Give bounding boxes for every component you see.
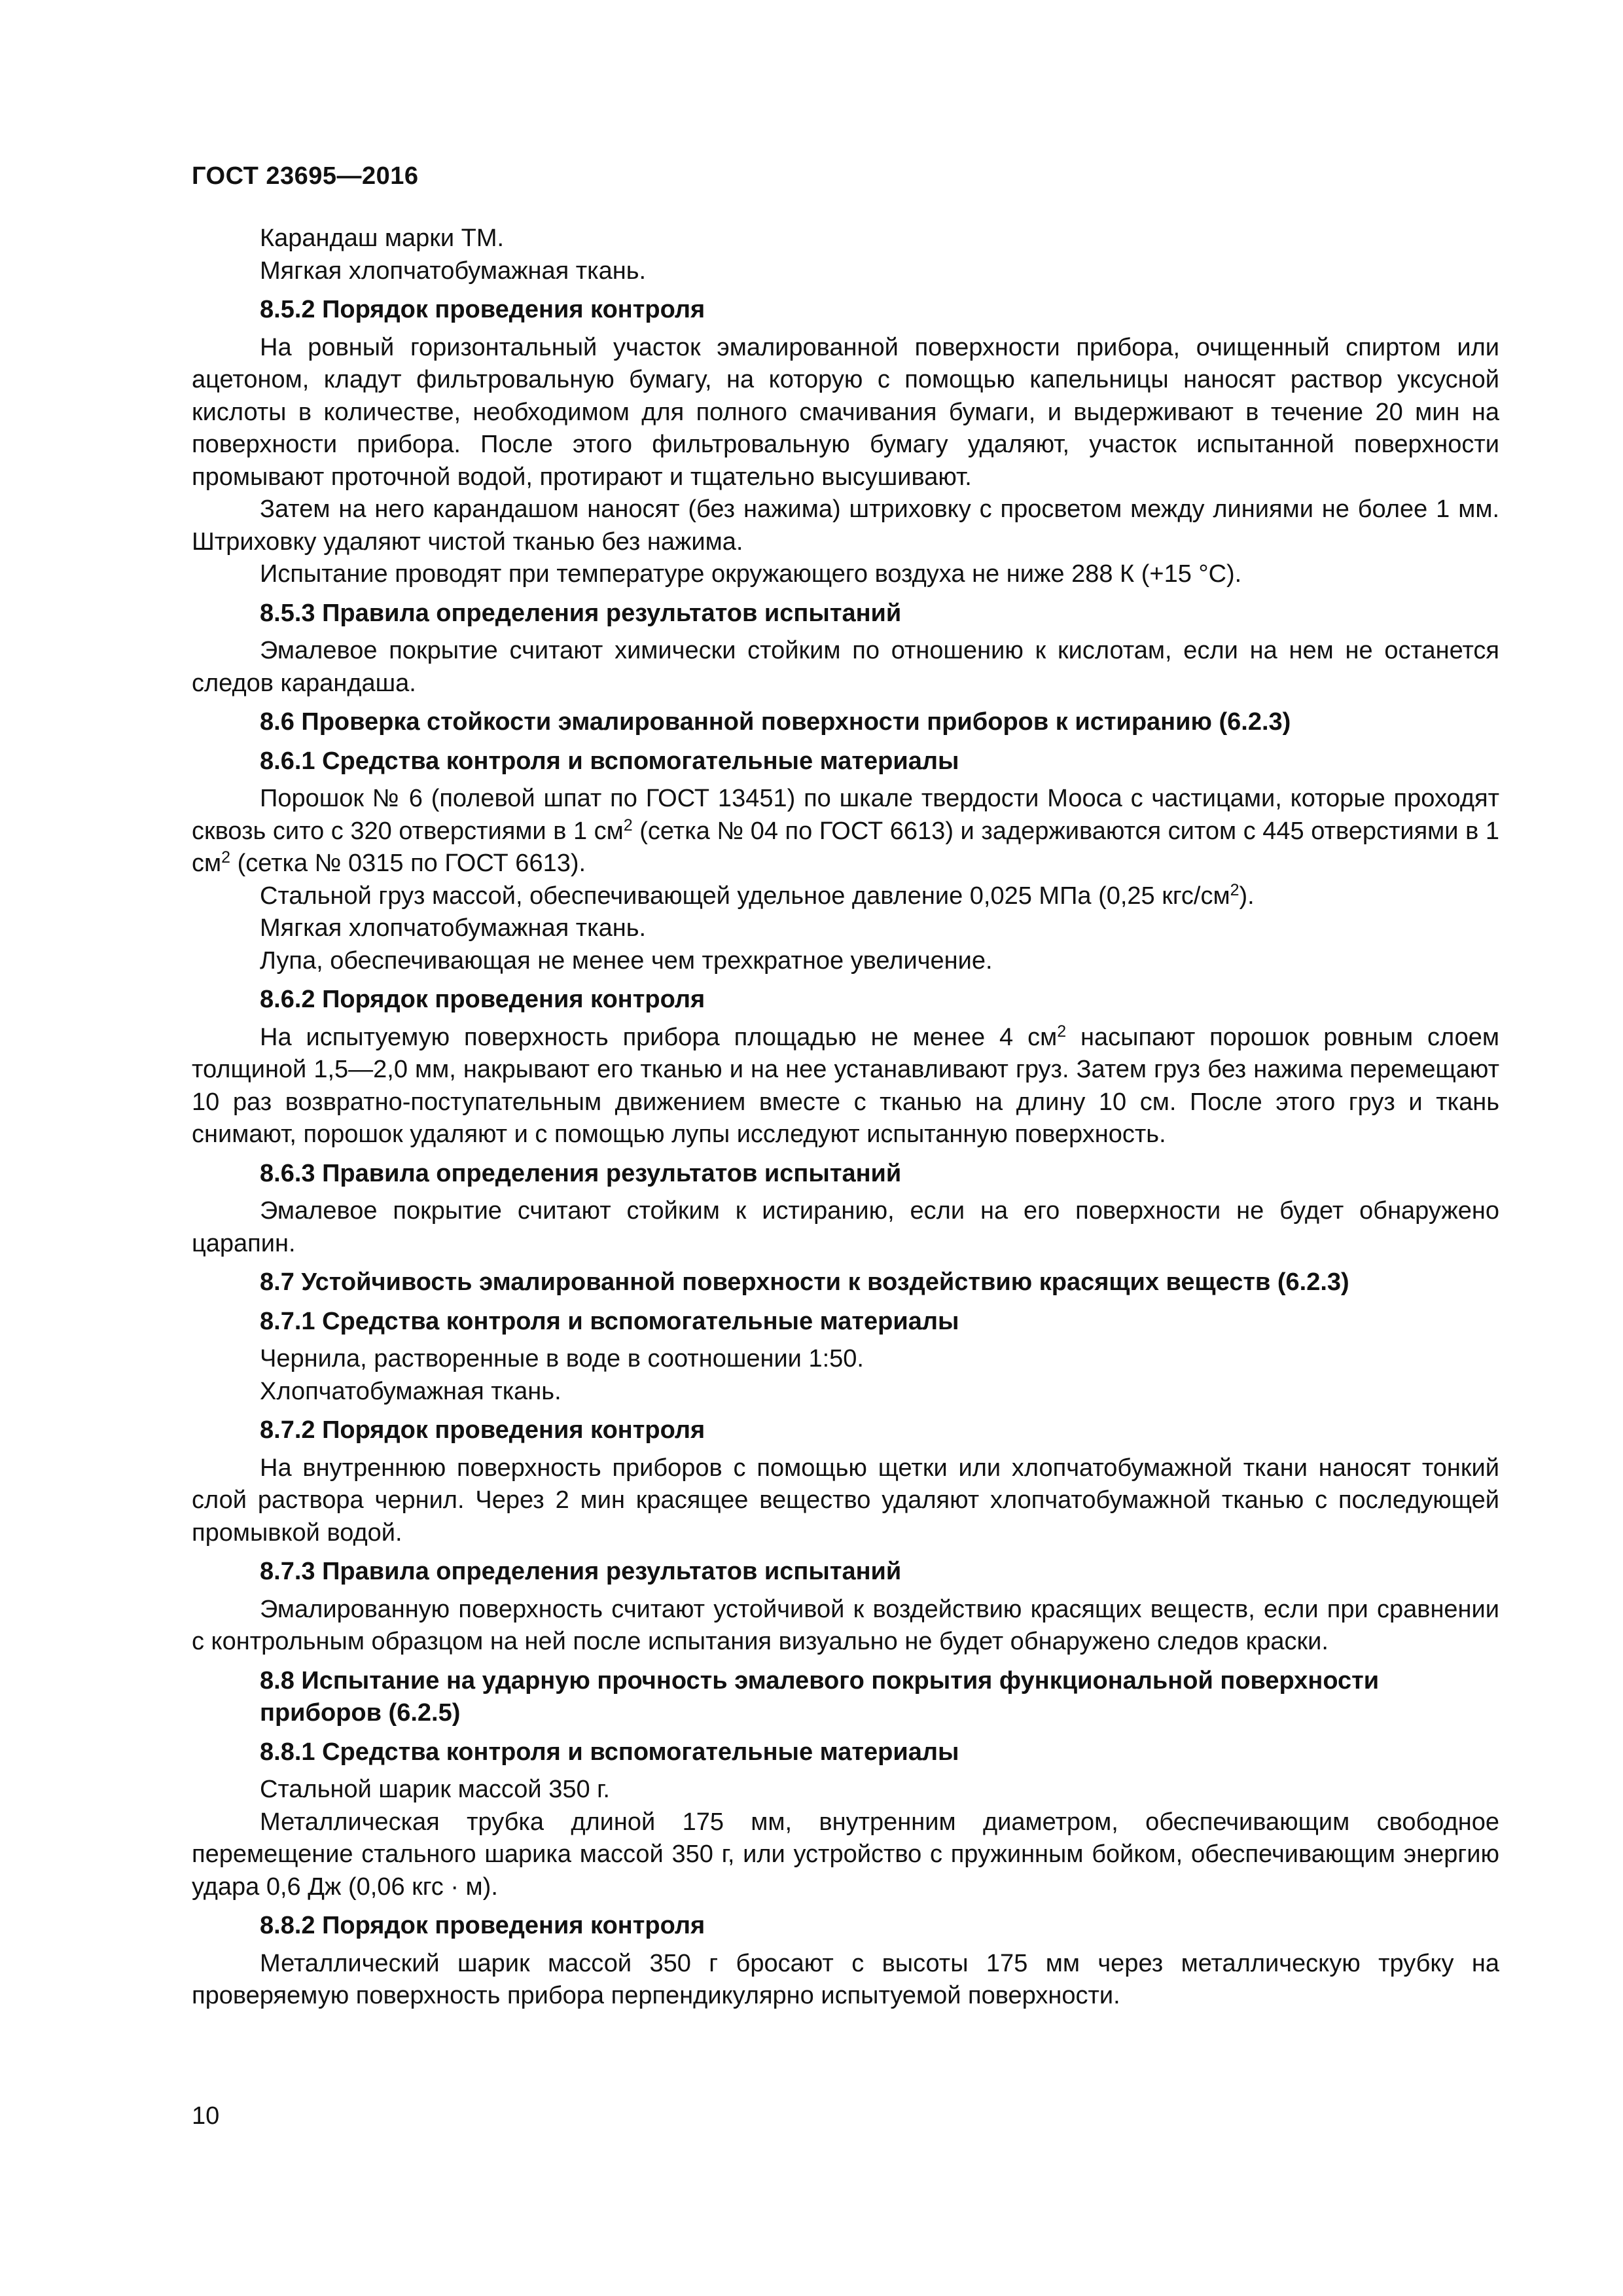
section-heading-8-7-1: 8.7.1 Средства контроля и вспомогательные материалы <box>260 1307 959 1335</box>
paragraph <box>192 783 1499 880</box>
section-heading-8-6-3: 8.6.3 Правила определения результатов испытаний <box>260 1159 902 1187</box>
paragraph: Мягкая хлопчатобумажная ткань. <box>260 914 647 942</box>
standard-code-header: ГОСТ 23695—2016 <box>192 162 419 190</box>
paragraph: На ровный горизонтальный участок эмалированной поверхности прибора, очищенный спиртом или ацетоном, кладут фильтровальную бумагу, на которую с помощью капельницы наносят раствор уксусной кислоты в количестве, необходимом для полного смачивания бумаги, и выдерживают в течение 20 мин на поверхности прибора. После этого фильтровальную бумагу удаляют, участок испытанной поверхности промывают проточной водой, протирают и тщательно высушивают. <box>192 333 1499 491</box>
paragraph <box>192 880 1499 913</box>
superscript: 2 <box>221 848 231 867</box>
paragraph <box>192 1022 1499 1151</box>
section-heading-8-7-2: 8.7.2 Порядок проведения контроля <box>260 1416 705 1444</box>
section-heading-8-6: 8.6 Проверка стойкости эмалированной поверхности приборов к истиранию (6.2.3) <box>260 708 1291 736</box>
paragraph: Эмалевое покрытие считают стойким к истиранию, если на его поверхности не будет обнаружено царапин. <box>192 1197 1499 1257</box>
document-body <box>192 223 1499 2013</box>
superscript: 2 <box>623 816 633 834</box>
section-heading-8-8-1: 8.8.1 Средства контроля и вспомогательные материалы <box>260 1738 959 1766</box>
paragraph: Металлический шарик массой 350 г бросают с высоты 175 мм через металлическую трубку на проверяемую поверхность прибора перпендикулярно испытуемой поверхности. <box>192 1949 1499 2009</box>
paragraph: Испытание проводят при температуре окружающего воздуха не ниже 288 К (+15 °С). <box>260 560 1242 588</box>
paragraph: На внутреннюю поверхность приборов с помощью щетки или хлопчатобумажной ткани наносят тонкий слой раствора чернил. Через 2 мин красящее вещество удаляют хлопчатобумажной тканью с последующей промывкой водой. <box>192 1454 1499 1547</box>
paragraph: Металлическая трубка длиной 175 мм, внутренним диаметром, обеспечивающим свободное перемещение стального шарика массой 350 г, или устройство с пружинным бойком, обеспечивающим энергию удара 0,6 Дж (0,06 кгс · м). <box>192 1808 1499 1901</box>
paragraph: Мягкая хлопчатобумажная ткань. <box>260 257 647 285</box>
section-heading-8-8: 8.8 Испытание на ударную прочность эмалевого покрытия функциональной поверхности приборов (6.2.5) <box>260 1666 1380 1727</box>
section-heading-8-6-1: 8.6.1 Средства контроля и вспомогательные материалы <box>260 747 959 775</box>
page-number: 10 <box>192 2102 220 2130</box>
section-heading-8-7: 8.7 Устойчивость эмалированной поверхности к воздействию красящих веществ (6.2.3) <box>260 1268 1349 1296</box>
text-run: Стальной груз массой, обеспечивающей удельное давление 0,025 МПа (0,25 кгс/см <box>260 882 1230 910</box>
paragraph: Хлопчатобумажная ткань. <box>260 1377 562 1405</box>
paragraph: Карандаш марки ТМ. <box>260 224 505 252</box>
superscript: 2 <box>1230 880 1240 899</box>
section-heading-8-5-3: 8.5.3 Правила определения результатов испытаний <box>260 599 902 627</box>
superscript: 2 <box>1057 1022 1067 1041</box>
text-run: ). <box>1239 882 1255 910</box>
paragraph: Стальной шарик массой 350 г. <box>260 1776 610 1803</box>
paragraph: Эмалевое покрытие считают химически стойким по отношению к кислотам, если на нем не останется следов карандаша. <box>192 637 1499 697</box>
paragraph: Чернила, растворенные в воде в соотношении 1:50. <box>260 1345 864 1372</box>
paragraph: Лупа, обеспечивающая не менее чем трехкратное увеличение. <box>260 946 993 975</box>
text-run: На испытуемую поверхность прибора площадью не менее 4 см <box>260 1023 1058 1051</box>
text-run: насыпают порошок ровным слоем толщиной 1,5—2,0 мм, накрывают его тканью и на нее устанавливают груз. Затем груз без нажима перемещают 10 раз возвратно-поступательным движением вместе с тканью на длину 10 см. После этого груз и ткань снимают, порошок удаляют и с помощью лупы исследуют испытанную поверхность. <box>192 1023 1499 1148</box>
text-run: Порошок № 6 (полевой шпат по ГОСТ 13451) по шкале твердости Мооса с частицами, которые проходят сквозь сито с 320 отверстиями в 1 см <box>192 785 1499 845</box>
text-run: (сетка № 0315 по ГОСТ 6613). <box>230 850 586 877</box>
text-run: (сетка № 04 по ГОСТ 6613) и задерживаются ситом с 445 отверстиями в 1 см <box>192 817 1499 877</box>
paragraph: Эмалированную поверхность считают устойчивой к воздействию красящих веществ, если при сравнении с контрольным образцом на ней после испытания визуально не будет обнаружено следов краски. <box>192 1595 1499 1655</box>
section-heading-8-8-2: 8.8.2 Порядок проведения контроля <box>260 1912 705 1939</box>
section-heading-8-5-2: 8.5.2 Порядок проведения контроля <box>260 296 705 323</box>
section-heading-8-6-2: 8.6.2 Порядок проведения контроля <box>260 986 705 1013</box>
section-heading-8-7-3: 8.7.3 Правила определения результатов испытаний <box>260 1558 902 1585</box>
paragraph: Затем на него карандашом наносят (без нажима) штриховку с просветом между линиями не более 1 мм. Штриховку удаляют чистой тканью без нажима. <box>192 495 1499 556</box>
